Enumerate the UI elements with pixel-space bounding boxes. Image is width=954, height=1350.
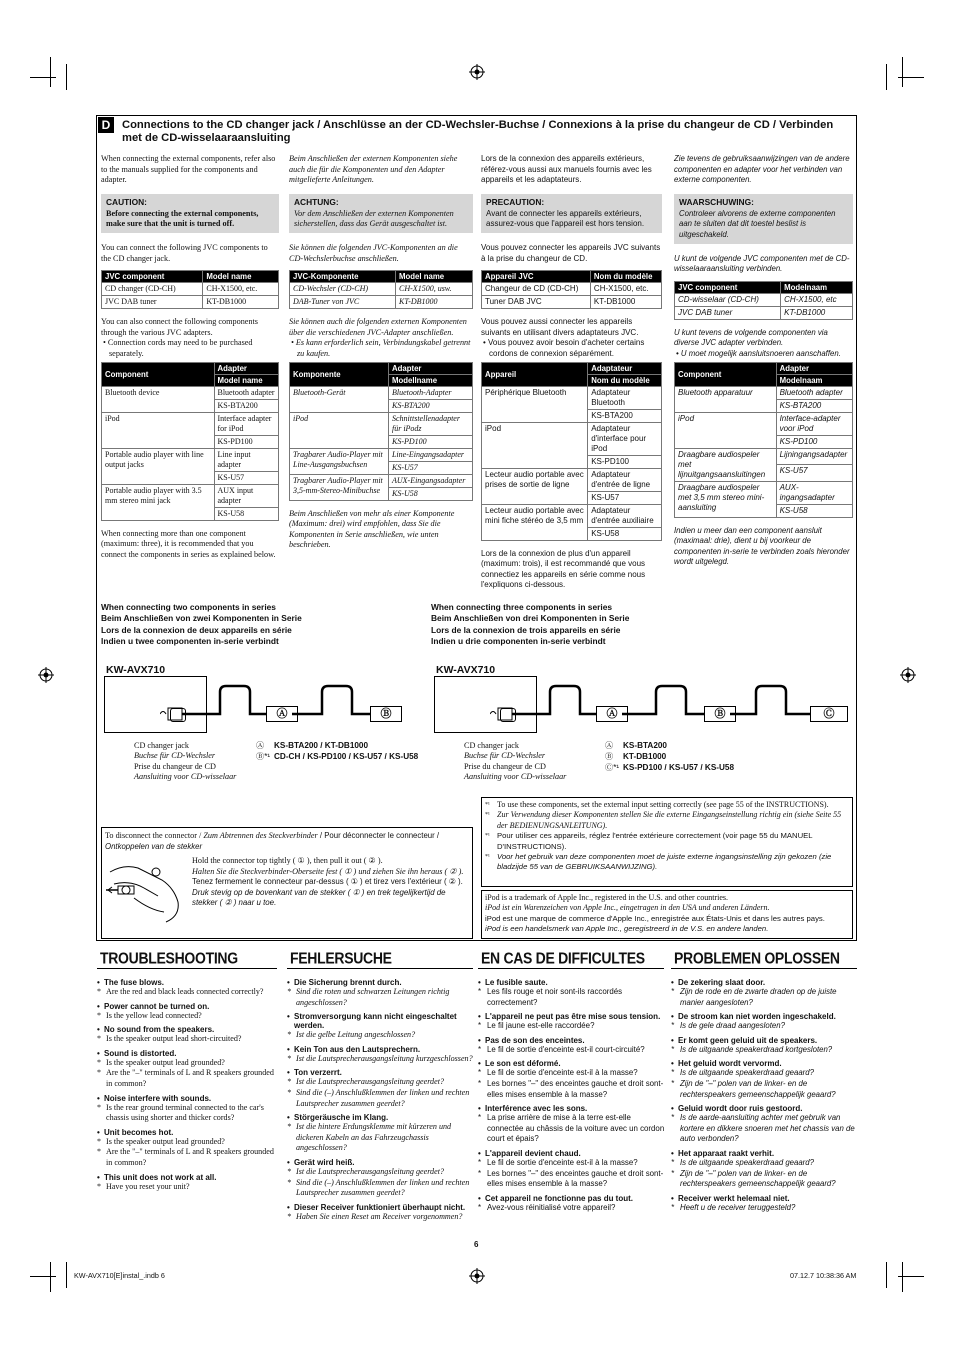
connector-jack-icon [500, 708, 516, 722]
component-c-node: Ⓒ [810, 706, 848, 722]
problem-answer: * Is the speaker output lead grounded? [97, 1058, 281, 1069]
intro-text: Lors de la connexion des appareils extérieurs, référez-vous aussi aux manuels fournis avec les appareils et les adaptateurs. [481, 154, 652, 185]
crop-mark [902, 57, 903, 87]
troubleshooting-title: TROUBLESHOOTING [100, 948, 238, 968]
jvc-component-table: JVC component Model name CD changer (CD-CH) CH-X1500, etc. JVC DAB tuner KT-DB1000 [101, 270, 279, 309]
jvc-component-table: JVC-Komponente Model name CD-Wechsler (CD-CH) CH-X1500, usw. DAB-Tuner von JVC KT-DB1000 [289, 270, 473, 309]
problem-item: • Dieser Receiver funktioniert überhaupt nicht. [287, 1203, 475, 1212]
footnote: *¹ Pour utiliser ces appareils, réglez l'entrée extérieure correctement (voir page 55 du MANUEL D'INSTRUCTIONS). [485, 831, 813, 851]
problem-answer: * Ist die Lautsprecherausgangsleitung kurzgeschlossen? [287, 1054, 475, 1065]
problem-answer: * Are the red and black leads connected correctly? [97, 987, 281, 998]
table-row: Bluetooth device Bluetooth adapter [102, 386, 279, 399]
footnote: *¹ Zur Verwendung dieser Komponenten stellen Sie die externe Eingangseinstellung richtig ein (siehe Seite 55 der BEDIENUNGSANLEITUNG). [485, 810, 842, 830]
problem-item: • Power cannot be turned on. [97, 1002, 281, 1011]
title-rule [287, 968, 473, 969]
problem-item: • Het geluid wordt vervormd. [671, 1059, 855, 1068]
component-b-node: Ⓑ [370, 706, 402, 722]
footnotes [485, 800, 847, 873]
bullet-text: • Connection cords may need to be purchased separately. [103, 338, 253, 358]
column-nl [674, 154, 853, 574]
problem-item: • Gerät wird heiß. [287, 1158, 475, 1167]
problem-answer: * Ist die hintere Erdungsklemme mit kürzeren und dickeren Kabeln an das Fahrzeugchassis angeschlossen? [287, 1122, 475, 1154]
problem-item: • Pas de son des enceintes. [478, 1036, 666, 1045]
problem-answer: * Is de uitgaande speakerdraad geaard? [671, 1158, 855, 1169]
problem-item: • Het apparaat raakt verhit. [671, 1149, 855, 1158]
table-row: iPod Interface-adapter voor iPod [675, 412, 853, 435]
problem-answer: * Sind die (–) Anschlußklemmen der linken und rechten Lautsprecher zusammen geerdet? [287, 1088, 475, 1109]
problem-answer: * Is the speaker output lead short-circuited? [97, 1034, 281, 1045]
outro-text: Beim Anschließen von mehr als einer Komponente (Maximum: drei) wird empfohlen, dass Sie die Komponenten in Serie anschließen, wie unten beschrieben. [289, 508, 455, 550]
crop-mark [30, 77, 56, 78]
problem-item: • Le fusible saute. [478, 978, 666, 987]
connector-hand-icon [104, 858, 188, 928]
table-row: CD-Wechsler (CD-CH) CH-X1500, usw. [290, 283, 473, 296]
model-label: KW-AVX710 [106, 664, 166, 676]
problem-answer: * Have you reset your unit? [97, 1182, 281, 1193]
caution-title: WAARSCHUWING: [679, 196, 754, 207]
crop-mark [902, 1262, 903, 1292]
problem-answer: * Heeft u de receiver teruggesteld? [671, 1203, 855, 1214]
troubleshooting-list-en [97, 974, 281, 1192]
table-row: Lecteur audio portable avec prises de sortie de ligne Adaptateur d'entrée de ligne [482, 468, 662, 491]
troubleshooting-list-nl [671, 974, 855, 1213]
outro-text: When connecting more than one component (maximum: three), it is recommended that you connect the components in series as explained below. [101, 528, 276, 559]
registration-mark-icon [469, 64, 485, 80]
troubleshooting-title: EN CAS DE DIFFICULTES [481, 948, 645, 968]
component-b-node: Ⓑ [704, 706, 736, 722]
table-row: iPod Schnittstellenadapter für iPodz [290, 412, 473, 435]
table2-intro: You can also connect the following components through the various JVC adapters. [101, 317, 258, 337]
problem-answer: * Ist die gelbe Leitung angeschlossen? [287, 1030, 475, 1041]
page-number: 6 [474, 1240, 479, 1249]
adapter-table: Component Adapter Modelnaam Bluetooth apparatuur Bluetooth adapter KS-BTA200 iPod Interface-adapter voor iPod KS-PD100 Draagbare audiospeler met lijnuitgangsaansluitingen Lijningangsadapter KS-U57 Draagbare audiospeler met 3,5 mm stereo mini-aansluiting AUX-ingangsadapter KS-U58 [674, 362, 853, 518]
troubleshooting-title: FEHLERSUCHE [290, 948, 392, 968]
caution-text: Before connecting the external components, make sure that the unit is turned off. [106, 208, 259, 229]
caution-title: ACHTUNG: [294, 196, 339, 207]
outro-text: Lors de la connexion de plus d'un appareil (maximum: trois), il est recommandé que vous connectiez les appareils en série comme nous l'expliquons ci-dessous. [481, 548, 646, 590]
bullet-text: • Vous pouvez avoir besoin d'acheter certains cordons de connexion séparément. [483, 338, 645, 358]
trademark-text: iPod is a trademark of Apple Inc., registered in the U.S. and other countries. iPod ist ein Warenzeichen von Apple Inc., eingetragen in den USA und anderen Ländern. iPod est une marque de commerce d'Apple Inc., enregistrée aux États-Unis et dans les autres pays. iPod is een handelsmerk van Apple Inc., geregistreerd in de V.S. en andere landen. [485, 893, 825, 934]
column-en [101, 154, 279, 566]
problem-item: • Noise interfere with sounds. [97, 1094, 281, 1103]
problem-item: • L'appareil devient chaud. [478, 1149, 666, 1158]
intro-text: Beim Anschließen der externen Komponenten siehe auch die für die Komponenten und den Adapter mitgelieferte Anleitungen. [289, 154, 458, 185]
problem-answer: * Is de aarde-aansluiting achter met gebruik van kortere en dikkere snoeren met het chassis van de auto verbonden? [671, 1113, 855, 1145]
footnote: *¹ To use these components, set the external input setting correctly (see page 55 of the INSTRUCTIONS). [485, 800, 829, 809]
problem-answer: * Sind die roten und schwarzen Leitungen richtig angeschlossen? [287, 987, 475, 1008]
crop-mark [30, 1276, 56, 1277]
problem-answer: * Zijn de "–" polen van de linker- en de rechterspeakers gemeenschappelijk geaard? [671, 1169, 855, 1190]
crop-mark [66, 1262, 67, 1288]
crop-mark [50, 57, 51, 87]
title-rule [478, 968, 664, 969]
problem-item: • De zekering slaat door. [671, 978, 855, 987]
problem-item: • Ton verzerrt. [287, 1068, 475, 1077]
section-letter: D [98, 117, 114, 133]
table-row: Changeur de CD (CD-CH) CH-X1500, etc. [482, 283, 662, 296]
table1-intro: Vous pouvez connecter les appareils JVC suivants à la prise du changeur de CD. [481, 242, 661, 263]
jvc-component-table: JVC component Modelnaam CD-wisselaar (CD-CH) CH-X1500, etc JVC DAB tuner KT-DB1000 [674, 281, 853, 320]
caution-box [289, 194, 473, 233]
problem-answer: * Le fil de sortie d'enceinte est-il court-circuité? [478, 1045, 666, 1056]
table-row: Tuner DAB JVC KT-DB1000 [482, 296, 662, 309]
caution-title: PRECAUTION: [486, 196, 545, 207]
crop-mark [886, 64, 887, 90]
footer-left: KW-AVX710[E]instal_.indb 6 [74, 1271, 165, 1280]
column-fr [481, 154, 662, 597]
problem-item: • Le son est déformé. [478, 1059, 666, 1068]
problem-item: • This unit does not work at all. [97, 1173, 281, 1182]
problem-item: • Kein Ton aus den Lautsprechern. [287, 1045, 475, 1054]
adapter-table: Component Adapter Model name Bluetooth device Bluetooth adapter KS-BTA200 iPod Interface adapter for iPod KS-PD100 Portable audio player with line output jacks Line input adapter KS-U57 Portable audio player with 3.5 mm stereo mini jack AUX input adapter KS-U58 [101, 362, 279, 521]
problem-item: • Die Sicherung brennt durch. [287, 978, 475, 987]
problem-answer: * Avez-vous réinitialisé votre appareil? [478, 1203, 666, 1214]
table1-intro: Sie können die folgenden JVC-Komponenten an die CD-Wechslerbuchse anschließen. [289, 242, 458, 263]
troubleshooting-title: PROBLEMEN OPLOSSEN [674, 948, 840, 968]
component-a-node: Ⓐ [596, 706, 628, 722]
component-a-node: Ⓐ [266, 706, 298, 722]
table1-intro: U kunt de volgende JVC componenten met de CD-wisselaaraansluiting verbinden. [674, 253, 850, 274]
caution-text: Vor dem Anschließen der externen Komponenten sicherstellen, dass das Gerät ausgeschaltet ist. [294, 208, 454, 229]
problem-item: • Störgeräusche im Klang. [287, 1113, 475, 1122]
registration-mark-icon [469, 1268, 485, 1284]
table-row: Tragbarer Audio-Player mit 3,5-mm-Stereo-Minibuchse AUX-Eingangsadapter [290, 474, 473, 487]
problem-item: • Receiver werkt helemaal niet. [671, 1194, 855, 1203]
crop-mark [886, 1262, 887, 1288]
caution-title: CAUTION: [106, 196, 147, 207]
table-row: CD-wisselaar (CD-CH) CH-X1500, etc [675, 293, 853, 306]
table-row: JVC DAB tuner KT-DB1000 [675, 306, 853, 319]
problem-answer: * Zijn de rode en de zwarte draden op de juiste manier aangesloten? [671, 987, 855, 1008]
registration-mark-icon [900, 667, 916, 683]
disconnect-instructions: Hold the connector top tightly ( ① ), then pull it out ( ② ). Halten Sie die Steckverbinder-Oberseite fest ( ① ) und ziehen Sie ihn heraus ( ② ). Tenez fermement le connecteur par-dessus ( ① ) et tirez vers l'extérieur ( ② ). Druk stevig op de bovenkant van de stekker ( ① ) en trek tegelijkertijd de stekker ( ② ) naar u toe. [192, 856, 464, 908]
problem-answer: * Are the "–" terminals of L and R speakers grounded in common? [97, 1147, 281, 1168]
caution-box [674, 194, 853, 244]
problem-item: • The fuse blows. [97, 978, 281, 987]
problem-item: • Geluid wordt door ruis gestoord. [671, 1104, 855, 1113]
problem-answer: * Le fil de sortie d'enceinte est-il à la masse? [478, 1068, 666, 1079]
column-de [289, 154, 473, 557]
problem-answer: * Is de uitgaande speakerdraad geaard? [671, 1068, 855, 1079]
problem-item: • Sound is distorted. [97, 1049, 281, 1058]
problem-answer: * Is de gele draad aangesloten? [671, 1021, 855, 1032]
table2-intro: Sie können auch die folgenden externen Komponenten über die verschiedenen JVC-Adapter anschließen. [289, 317, 467, 337]
caution-box [101, 194, 279, 233]
problem-answer: * Is the rear ground terminal connected to the car's chassis using shorter and thicker cords? [97, 1103, 281, 1124]
jack-label: CD changer jack Buchse für CD-Wechsler Prise du changeur de CD Aansluiting voor CD-wisselaar [464, 741, 567, 782]
problem-answer: * Ist die Lautsprecherausgangsleitung geerdet? [287, 1077, 475, 1088]
table-row: DAB-Tuner von JVC KT-DB1000 [290, 296, 473, 309]
crop-mark [50, 1262, 51, 1292]
problem-item: • L'appareil ne peut pas être mise sous tension. [478, 1012, 666, 1021]
outro-text: Indien u meer dan een component aansluit (maximaal: drie), dient u bij voorkeur de componenten in-serie te verbinden zoals hieronder wordt uitgelegd. [674, 525, 850, 567]
problem-item: • De stroom kan niet worden ingeschakeld. [671, 1012, 855, 1021]
problem-answer: * Is de uitgaande speakerdraad kortgesloten? [671, 1045, 855, 1056]
table-row: Tragbarer Audio-Player mit Line-Ausgangsbuchsen Line-Eingangsadapter [290, 448, 473, 461]
adapter-table: Komponente Adapter Modellname Bluetooth-Gerät Bluetooth-Adapter KS-BTA200 iPod Schnittstellenadapter für iPodz KS-PD100 Tragbarer Audio-Player mit Line-Ausgangsbuchsen Line-Eingangsadapter KS-U57 Tragbarer Audio-Player mit 3,5-mm-Stereo-Minibuchse AUX-Eingangsadapter KS-U58 [289, 362, 473, 501]
table-row: Draagbare audiospeler met lijnuitgangsaansluitingen Lijningangsadapter [675, 448, 853, 465]
adapter-table: Appareil Adaptateur Nom du modèle Périphérique Bluetooth Adaptateur Bluetooth KS-BTA200 iPod Adaptateur d'interface pour iPod KS-PD100 Lecteur audio portable avec prises de sortie de ligne Adaptateur d'entrée de ligne KS-U57 Lecteur audio portable avec mini fiche stéréo de 3,5 mm Adaptateur d'entrée auxiliaire KS-U58 [481, 362, 662, 541]
three-series-title: When connecting three components in series Beim Anschließen von drei Komponenten in Serie Lors de la connexion de trois appareils en série Indien u drie componenten in-serie verbindt [431, 602, 630, 647]
problem-answer: * La prise arrière de mise à la terre est-elle connectée au châssis de la voiture avec un cordon court et épais? [478, 1113, 666, 1145]
problem-item: • Cet appareil ne fonctionne pas du tout. [478, 1194, 666, 1203]
table-row: Périphérique Bluetooth Adaptateur Bluetooth [482, 386, 662, 409]
problem-answer: * Le fil de sortie d'enceinte est-il à la masse? [478, 1158, 666, 1169]
registration-mark-icon [38, 667, 54, 683]
table-row: CD changer (CD-CH) CH-X1500, etc. [102, 283, 279, 296]
table-row: iPod Adaptateur d'interface pour iPod [482, 422, 662, 455]
problem-item: • Stromversorgung kann nicht eingeschaltet werden. [287, 1012, 475, 1030]
table-row: JVC DAB tuner KT-DB1000 [102, 296, 279, 309]
problem-answer: * Les bornes "–" des enceintes gauche et droit sont-elles mises ensemble à la masse? [478, 1079, 666, 1100]
table-row: Lecteur audio portable avec mini fiche stéréo de 3,5 mm Adaptateur d'entrée auxiliaire [482, 504, 662, 527]
table-row: Draagbare audiospeler met 3,5 mm stereo mini-aansluiting AUX-ingangsadapter [675, 481, 853, 504]
three-series-cable-diagram [490, 684, 830, 730]
table-row: Bluetooth apparatuur Bluetooth adapter [675, 386, 853, 399]
connector-jack-icon [170, 708, 186, 722]
problem-item: • No sound from the speakers. [97, 1025, 281, 1034]
footnote: *¹ Voor het gebruik van deze componenten moet de juiste externe ingangsinstelling zijn gekozen (zie bladzijde 55 van de GEBRUIKSAANWIJZING). [485, 852, 832, 872]
problem-answer: * Le fil jaune est-elle raccordée? [478, 1021, 666, 1032]
problem-answer: * Ist die Lautsprecherausgangsleitung geerdet? [287, 1167, 475, 1178]
problem-answer: * Is the speaker output lead grounded? [97, 1137, 281, 1148]
table-row: Portable audio player with line output jacks Line input adapter [102, 448, 279, 471]
bullet-text: • U moet mogelijk aansluitsnoeren aanschaffen. [676, 348, 841, 358]
caution-text: Controleer alvorens de externe componenten aan te sluiten dat dit toestel beslist is uitgeschakeld. [679, 208, 836, 239]
model-label: KW-AVX710 [436, 664, 496, 676]
table1-intro: You can connect the following JVC components to the CD changer jack. [101, 242, 268, 263]
troubleshooting-list-de [287, 974, 475, 1222]
problem-item: • Unit becomes hot. [97, 1128, 281, 1137]
caution-text: Avant de connecter les appareils extérieurs, assurez-vous que l'appareil est hors tension. [486, 208, 645, 229]
caution-box [481, 194, 662, 233]
problem-item: • Er komt geen geluid uit de speakers. [671, 1036, 855, 1045]
jvc-component-table: Appareil JVC Nom du modèle Changeur de CD (CD-CH) CH-X1500, etc. Tuner DAB JVC KT-DB1000 [481, 270, 662, 309]
crop-mark [66, 64, 67, 90]
section-header: Connections to the CD changer jack / Anschlüsse an der CD-Wechsler-Buchse / Connexions à la prise du changeur de CD / Verbinden met de CD-wisselaaraansluiting [122, 119, 834, 144]
three-series-legend: Ⓐ KS-BTA200 Ⓑ KT-DB1000 Ⓒ*¹ KS-PD100 / KS-U57 / KS-U58 [605, 741, 735, 772]
problem-answer: * Is the yellow lead connected? [97, 1011, 281, 1022]
problem-answer: * Les bornes "–" des enceintes gauche et droit sont-elles mises ensemble à la masse? [478, 1169, 666, 1190]
intro-text: Zie tevens de gebruiksaanwijzingen van de andere componenten en adapter voor het verbinden van externe componenten. [674, 154, 850, 185]
problem-answer: * Zijn de "–" polen van de linker- en de rechterspeakers gemeenschappelijk geaard? [671, 1079, 855, 1100]
problem-answer: * Haben Sie einen Reset am Receiver vorgenommen? [287, 1212, 475, 1223]
disconnect-title: To disconnect the connector / Zum Abtrennen des Steckverbinder / Pour déconnecter le connecteur / Ontkoppelen van de stekker [105, 831, 440, 851]
footer-right: 07.12.7 10:38:36 AM [790, 1271, 857, 1280]
two-series-title: When connecting two components in series Beim Anschließen von zwei Komponenten in Serie Lors de la connexion de deux appareils en série Indien u twee componenten in-serie verbindt [101, 602, 302, 647]
problem-item: • Interférence avec les sons. [478, 1104, 666, 1113]
problem-answer: * Are the "–" terminals of L and R speakers grounded in common? [97, 1068, 281, 1089]
title-rule [97, 968, 277, 969]
two-series-legend: Ⓐ KS-BTA200 / KT-DB1000 Ⓑ*¹ CD-CH / KS-PD100 / KS-U57 / KS-U58 [256, 741, 419, 761]
problem-answer: * Les fils rouge et noir sont-ils raccordés correctement? [478, 987, 666, 1008]
bullet-text: • Es kann erforderlich sein, Verbindungskabel getrennt zu kaufen. [291, 338, 471, 358]
table-row: iPod Interface adapter for iPod [102, 412, 279, 435]
troubleshooting-list-fr [478, 974, 666, 1213]
jack-label: CD changer jack Buchse für CD-Wechsler Prise du changeur de CD Aansluiting voor CD-wisselaar [134, 741, 237, 782]
intro-text: When connecting the external components, refer also to the manuals supplied for the components and adapter. [101, 154, 276, 185]
table-row: Portable audio player with 3.5 mm stereo mini jack AUX input adapter [102, 484, 279, 507]
title-rule [671, 968, 857, 969]
table2-intro: Vous pouvez aussi connecter les appareils suivants en utilisant divers adaptateurs JVC. [481, 317, 639, 337]
table2-intro: U kunt tevens de volgende componenten via diverse JVC adapter verbinden. [674, 327, 828, 348]
problem-answer: * Sind die (–) Anschlußklemmen der linken und rechten Lautsprecher zusammen geerdet? [287, 1178, 475, 1199]
table-row: Bluetooth-Gerät Bluetooth-Adapter [290, 386, 473, 399]
